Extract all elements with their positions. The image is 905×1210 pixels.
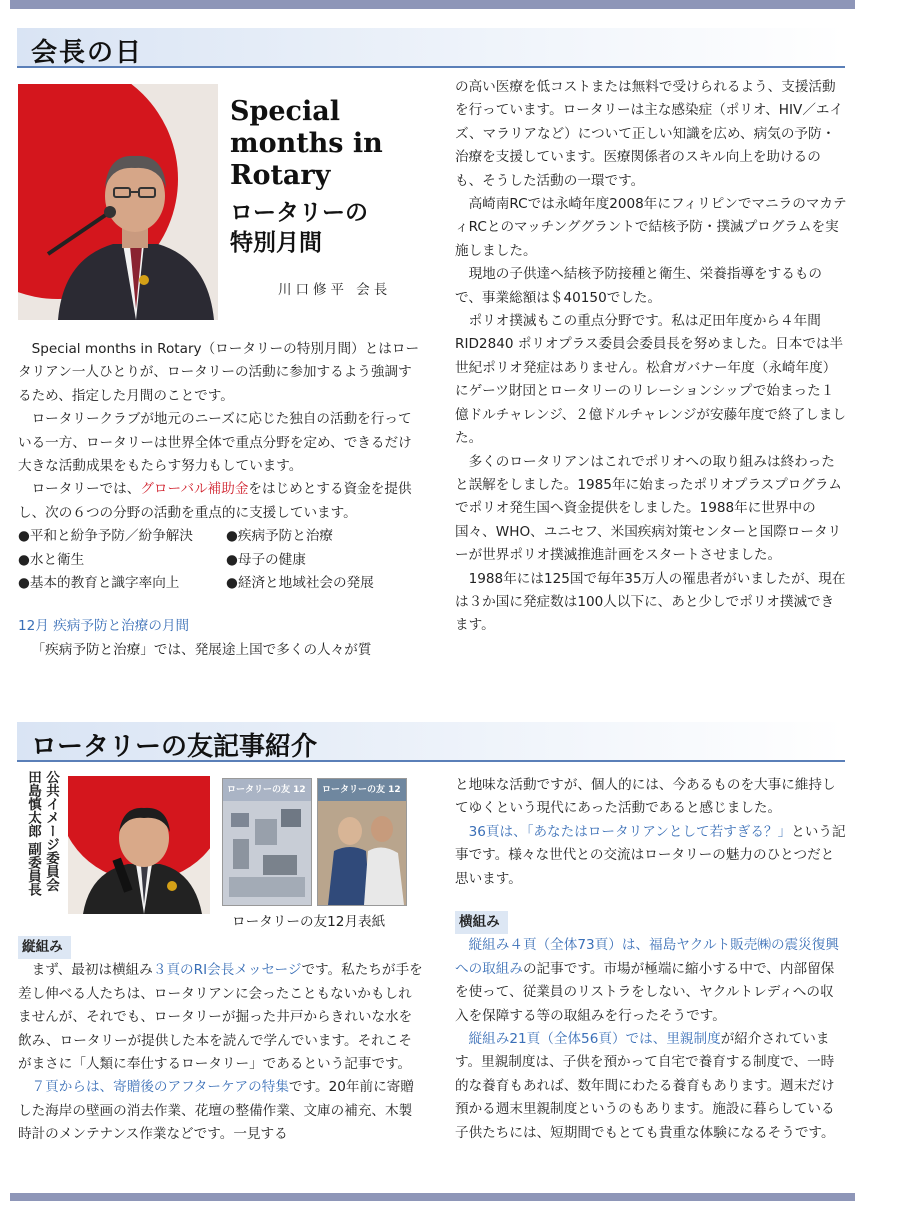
ri-message-highlight: ３頁のRI会長メッセージ bbox=[152, 962, 302, 979]
vice-chair-photo bbox=[68, 776, 210, 914]
special-title-en-line: Special bbox=[230, 96, 341, 127]
text-span: ロータリーでは、 bbox=[31, 481, 141, 498]
list-item: ●水と衛生 bbox=[18, 551, 85, 568]
paragraph: 1988年には125国で毎年35万人の罹患者がいましたが、現在は３か国に発症数は100人以下に、あと少しでポリオ撲滅できます。 bbox=[455, 570, 846, 634]
yakult-highlight: 縦組み４頁（全体73頁）は、福島ヤクルト販売㈱の震災復興への取組み bbox=[455, 937, 839, 977]
paragraph: 多くのロータリアンはこれでポリオへの取り組みは終わったと誤解をしました。1985年に始まったポリオプラスプログラムでポリオ発生国へ資金提供をしました。1988年に世界中の国々、WHO、ユニセフ、米国疾病対策センターと国際ロータリーが世界ポリオ撲滅推進計画をスタートさせました。 bbox=[455, 453, 842, 564]
vice-chair-photo-illustration bbox=[68, 776, 210, 914]
magazine-cover-title: ロータリーの友 12 bbox=[227, 785, 306, 795]
text-span: です。私たちが手を差し伸べる人たちは、ロータリアンに会ったこともないかもしれませんが、それでも、ロータリーが掘った井戸からきれいな水を飲み、ロータリーが提供した本を読んで学んでいます。それこそがまさに「人類に奉仕するロータリー」であるという記事です。 bbox=[18, 962, 423, 1073]
text-span: の記事です。市場が極端に縮小する中で、内部留保を使って、従業員のリストラをしない、ヤクルトレディへの収入を保障する等の取組みを行ったそうです。 bbox=[455, 960, 835, 1024]
paragraph: 現地の子供達へ結核予防接種と衛生、栄養指導をするもので、事業総額は＄40150でした。 bbox=[455, 266, 823, 306]
paragraph: と地味な活動ですが、個人的には、今あるものを大事に維持してゆくという現代にあった活動であると感じました。 bbox=[455, 777, 836, 817]
magazine-cover-illustration bbox=[223, 779, 311, 905]
vertical-caption bbox=[20, 770, 60, 950]
paragraph: 「疾病予防と治療」では、発展途上国で多くの人々が質 bbox=[31, 641, 372, 658]
paragraph bbox=[18, 478, 424, 525]
special-title-en bbox=[230, 96, 383, 192]
list-item: ●基本的教育と識字率向上 bbox=[18, 575, 180, 592]
section-header-tomo bbox=[17, 722, 845, 762]
bottom-border-bar bbox=[10, 1193, 855, 1201]
vice-chair-name: 田島慎太郎 副委員長 bbox=[25, 770, 41, 897]
special-title-jp bbox=[230, 198, 368, 258]
president-photo-illustration bbox=[18, 84, 218, 320]
section-title: ロータリーの友記事紹介 bbox=[31, 732, 318, 762]
list-item: ●経済と地域社会の発展 bbox=[226, 575, 374, 592]
tate-label: 縦組み bbox=[18, 936, 71, 959]
author-name: 川口修平 会長 bbox=[278, 282, 392, 298]
special-title-en-line: months in bbox=[230, 128, 383, 159]
list-item: ●疾病予防と治療 bbox=[226, 528, 334, 545]
paragraph bbox=[455, 934, 847, 1028]
global-grant-highlight: グローバル補助金 bbox=[140, 481, 249, 498]
special-title-jp-line: ロータリーの bbox=[230, 199, 368, 226]
section-header-president bbox=[17, 28, 845, 68]
list-item: ●平和と紛争予防／紛争解決 bbox=[18, 528, 193, 545]
list-item: ●母子の健康 bbox=[226, 551, 306, 568]
paragraph bbox=[18, 1076, 424, 1146]
paragraph: ポリオ撲滅もこの重点分野です。私は疋田年度から４年間RID2840 ポリオプラス委員会委員長を努めました。日本では半世紀ポリオ発症はありません。松倉ガバナー年度（永崎年度）にゲーツ財団とロータリーのリレーションシップで始まった１億ドルチャレンジ、２億ドルチャレンジが安藤年度で終了しました。 bbox=[455, 313, 846, 447]
foster-highlight: 縦組み21頁（全体56頁）では、里親制度 bbox=[468, 1031, 721, 1048]
magazine-cover-1 bbox=[222, 778, 312, 906]
paragraph bbox=[18, 959, 424, 1076]
tate-column bbox=[18, 936, 424, 1147]
special-title-en-line: Rotary bbox=[230, 160, 331, 191]
paragraph bbox=[455, 1028, 847, 1145]
cover-caption: ロータリーの友12月表紙 bbox=[232, 914, 386, 930]
text-span: です。20年前に寄贈した海岸の壁画の消去作業、花壇の整備作業、文庫の補充、木製時計のメンテナンス作業などです。一見する bbox=[18, 1079, 414, 1143]
paragraph: Special months in Rotary（ロータリーの特別月間）とはロータリアン一人ひとりが、ロータリーの活動に参加するよう強調するため、指定した月間のことです。 bbox=[18, 341, 420, 404]
paragraph: ロータリークラブが地元のニーズに応じた独自の活動を行っている一方、ロータリーは世界全体で重点分野を定め、できるだけ大きな活動成果をもたらす努力もしています。 bbox=[18, 411, 412, 475]
article-36-highlight: 36頁は、「あなたはロータリアンとして若すぎる？」 bbox=[468, 823, 792, 840]
aftercare-highlight: ７頁からは、寄贈後のアフターケアの特集 bbox=[31, 1079, 289, 1096]
top-border-bar bbox=[10, 0, 855, 9]
yoko-label: 横組み bbox=[455, 911, 508, 934]
right-column-text bbox=[455, 76, 847, 638]
paragraph: 高崎南RCでは永崎年度2008年にフィリピンでマニラのマカティRCとのマッチンググラントで結核予防・撲滅プログラムを実施しました。 bbox=[455, 196, 847, 259]
right-column-articles bbox=[455, 774, 847, 1145]
special-title-jp-line: 特別月間 bbox=[230, 229, 322, 256]
paragraph: の高い医療を低コストまたは無料で受けられるよう、支援活動を行っています。ロータリーは主な感染症（ポリオ、HIV／エイズ、マラリアなど）について正しい知識を広め、病気の予防・治療を支援しています。医療関係者のスキル向上を助けるのも、そうした活動の一環です。 bbox=[455, 79, 844, 189]
magazine-cover-2 bbox=[317, 778, 407, 906]
paragraph bbox=[455, 821, 847, 891]
president-photo bbox=[18, 84, 218, 320]
section-title: 会長の日 bbox=[31, 38, 144, 68]
text-span: まず、最初は横組み bbox=[31, 962, 153, 979]
left-column-text bbox=[18, 338, 424, 662]
month-heading: 12月 疾病予防と治療の月間 bbox=[18, 618, 190, 635]
text-span: が紹介されています。里親制度は、子供を預かって自宅で養育する制度で、一時的な養育もあれば、数年間にわたる養育もあります。週末だけ預かる週末里親制度というのもあります。施設に暮らしている子供たちには、短期間でもとても貴重な体験になるそうです。 bbox=[455, 1031, 835, 1141]
text-span: という記事です。様々な世代との交流はロータリーの魅力のひとつだと思います。 bbox=[455, 823, 846, 887]
committee-name: 公共イメージ委員会 bbox=[43, 770, 59, 892]
focus-areas-list bbox=[18, 525, 424, 595]
magazine-cover-illustration bbox=[318, 779, 406, 905]
magazine-cover-title: ロータリーの友 12 bbox=[322, 785, 401, 795]
text-span: をはじめとする資金を提供し、次の６つの分野の活動を重点的に支援しています。 bbox=[18, 481, 412, 521]
